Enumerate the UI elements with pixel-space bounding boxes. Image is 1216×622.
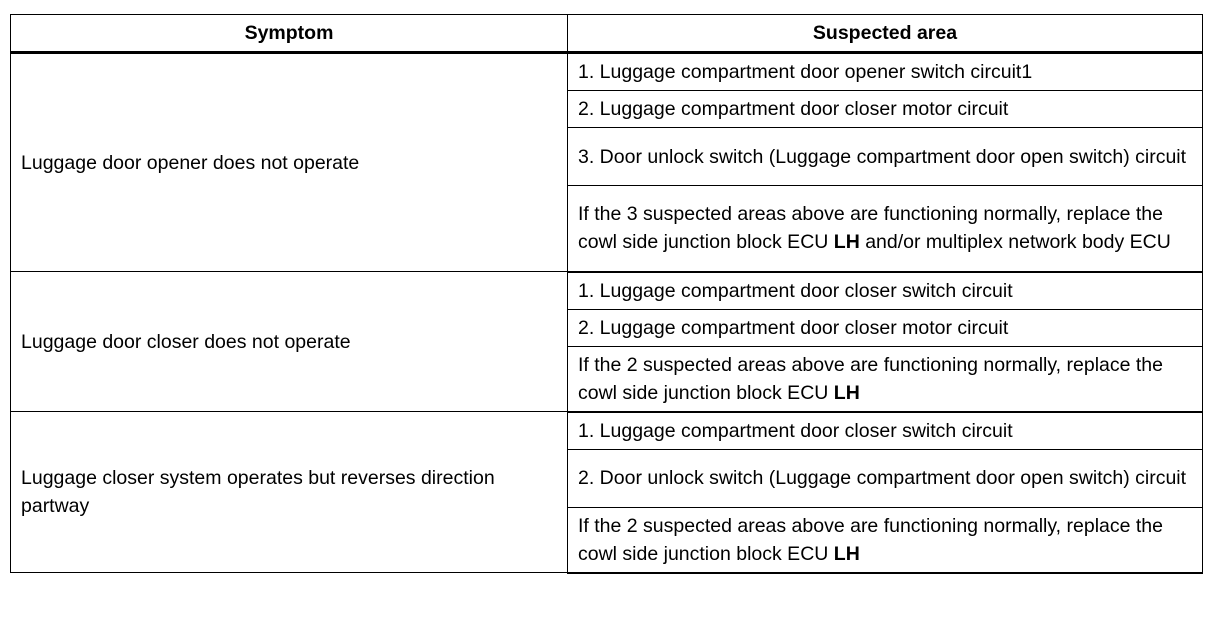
- suspected-area-cell: 1. Luggage compartment door closer switch circuit: [568, 412, 1203, 450]
- symptom-cell: Luggage closer system operates but reverses direction partway: [11, 412, 568, 573]
- table-row: [11, 53, 1203, 91]
- symptom-cell: Luggage door opener does not operate: [11, 53, 568, 272]
- suspected-area-cell: 2. Luggage compartment door closer motor circuit: [568, 309, 1203, 346]
- suspected-area-cell: 2. Luggage compartment door closer motor circuit: [568, 91, 1203, 128]
- header-row: [11, 15, 1203, 53]
- suspected-area-cell: 1. Luggage compartment door closer switch circuit: [568, 272, 1203, 310]
- symptom-cell: Luggage door closer does not operate: [11, 272, 568, 412]
- suspected-area-cell: 3. Door unlock switch (Luggage compartment door open switch) circuit: [568, 128, 1203, 186]
- suspected-area-cell: If the 3 suspected areas above are functioning normally, replace the cowl side junction block ECU LH and/or multiplex network body ECU: [568, 186, 1203, 272]
- suspected-area-cell: If the 2 suspected areas above are functioning normally, replace the cowl side junction block ECU LH: [568, 507, 1203, 573]
- suspected-area-cell: 1. Luggage compartment door opener switch circuit1: [568, 53, 1203, 91]
- suspected-area-cell: If the 2 suspected areas above are functioning normally, replace the cowl side junction block ECU LH: [568, 346, 1203, 412]
- table-row: [11, 272, 1203, 310]
- header-suspected-area: Suspected area: [568, 15, 1203, 53]
- header-symptom: Symptom: [11, 15, 568, 53]
- suspected-area-cell: 2. Door unlock switch (Luggage compartment door open switch) circuit: [568, 449, 1203, 507]
- diagnosis-table: [10, 14, 1203, 574]
- table-row: [11, 412, 1203, 450]
